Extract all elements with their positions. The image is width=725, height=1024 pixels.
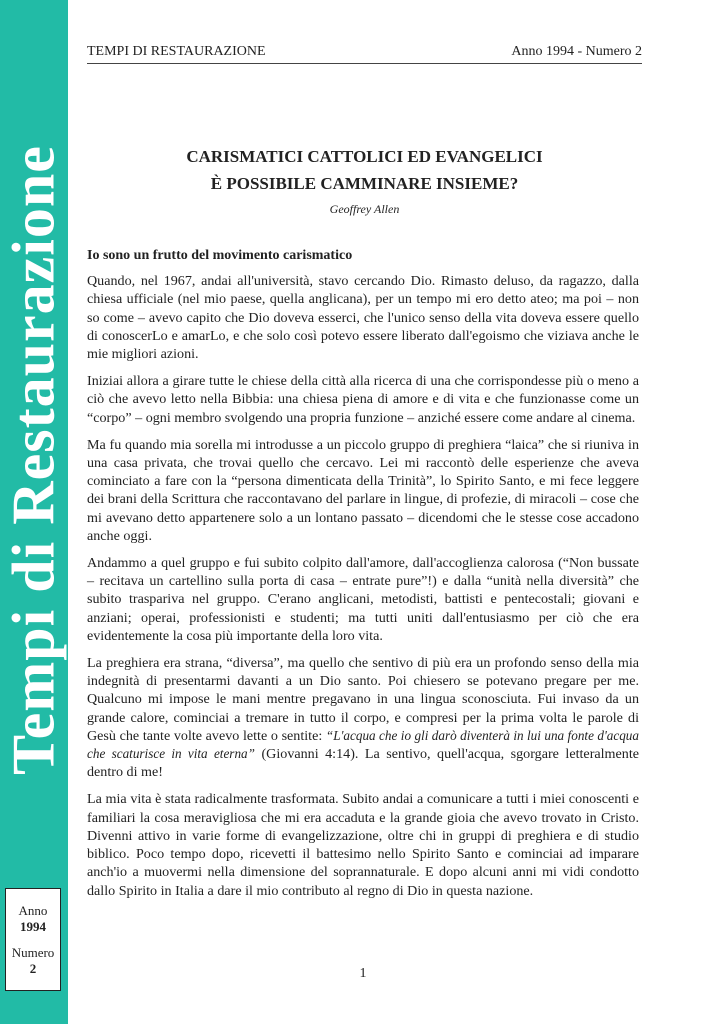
issue-box [5, 888, 61, 991]
page-number: 1 [359, 966, 367, 981]
issue-number-label: Numero [11, 945, 55, 960]
header-publication: TEMPI DI RESTAURAZIONE [87, 44, 266, 59]
article-author: Geoffrey Allen [329, 202, 400, 216]
issue-year-label: Anno [18, 903, 48, 918]
paragraph: La mia vita è stata radicalmente trasformata. Subito andai a comunicare a tutti i miei conoscenti e familiari la cosa meravigliosa che mi era accaduta e la grande gioia che avevo trovato in Cristo. Divenni attivo in varie forme di evangelizzazione, oltre chi in gruppi di preghiera e di studio biblico. Poco tempo dopo, ricevetti il battesimo nello Spirito Santo e cominciai ad imparare anch'io a muovermi nella dimensione del soprannaturale. E dopo alcuni anni mi vidi condotto dallo Spirito in Italia a dare il mio contributo al regno di Dio in questa nazione. [87, 791, 639, 899]
article-body [87, 247, 639, 909]
paragraph: Iniziai allora a girare tutte le chiese della città alla ricerca di una che corrispondesse più o meno a ciò che avevo letto nella Bibbia: una chiesa piena di amore e di vita e che funzionasse come un “corpo” – ogni membro svolgendo una propria funzione – anziché essere come andare al cinema. [87, 373, 639, 426]
paragraph-text: La preghiera era strana, “diversa”, ma quello che sentivo di più era un profondo senso della mia indegnità di presentarmi davanti a un Dio santo. Poi chiesero se potevano pregare per me. Qualcuno mi impose le mani mentre pregavano in una lingua sconosciuta. Fui invaso da un grande calore, cominciai a tremare in tutto il corpo, e compresi per la prima volta le parole di Gesù che tante volte avevo lette o sentite: [87, 655, 639, 744]
paragraph-with-quote [87, 654, 639, 781]
section-heading: Io sono un frutto del movimento carismatico [87, 248, 353, 263]
issue-year: 1994 [20, 919, 46, 934]
running-header [87, 44, 642, 64]
article-title-line-1: CARISMATICI CATTOLICI ED EVANGELICI [186, 147, 543, 166]
paragraph: Ma fu quando mia sorella mi introdusse a un piccolo gruppo di preghiera “laica” che si riuniva in una casa privata, che trovai quello che cercavo. Lei mi raccontò delle esperienze che aveva cominciato a fare con la “persona dimenticata della Trinità”, lo Spirito Santo, e mi fece leggere dei brani della Scrittura che raccontavano del parlare in lingue, di profezie, di miracoli – cose che mi avevano detto appartenere solo a un lontano passato – dicendomi che le stesse cose accadono anche oggi. [87, 436, 639, 544]
article-title-block [87, 143, 642, 217]
article-title-line-2: È POSSIBILE CAMMINARE INSIEME? [210, 174, 519, 193]
scripture-quote: “L'acqua che io gli darò diventerà in lui una fonte d'acqua che scaturisce in vita eterna” [87, 727, 639, 762]
sidebar [0, 0, 68, 1024]
paragraph: Quando, nel 1967, andai all'università, stavo cercando Dio. Rimasto deluso, da ragazzo, dalla chiesa ufficiale (nel mio paese, quella anglicana), per un tempo mi ero detto ateo; ma poi – non so come – avevo capito che Dio doveva esserci, che l'unico senso della vita doveva essere quello di conoscerLo e amarLo, e che solo così potevo essere liberato dall'egoismo che viziava anche le mie migliori azioni. [87, 273, 639, 363]
magazine-vertical-title: Tempi di Restaurazione [0, 145, 67, 775]
header-issue: Anno 1994 - Numero 2 [511, 44, 642, 59]
paragraph: Andammo a quel gruppo e fui subito colpito dall'amore, dall'accoglienza calorosa (“Non bussate – recitava un cartellino sulla porta di casa – entrate pure”!) e dalla “unità nella diversità” che subito traspariva nel gruppo. C'erano anglicani, metodisti, battisti e pentecostali; giovani e anziani; operai, professionisti e studenti; ma tutti uniti dall'entusiasmo per ciò che era evidentemente la cosa più importante della loro vita. [87, 555, 639, 644]
issue-number: 2 [29, 961, 37, 976]
paragraph-text: (Giovanni 4:14). La sentivo, quell'acqua, sgorgare letteralmente dentro di me! [87, 746, 639, 781]
